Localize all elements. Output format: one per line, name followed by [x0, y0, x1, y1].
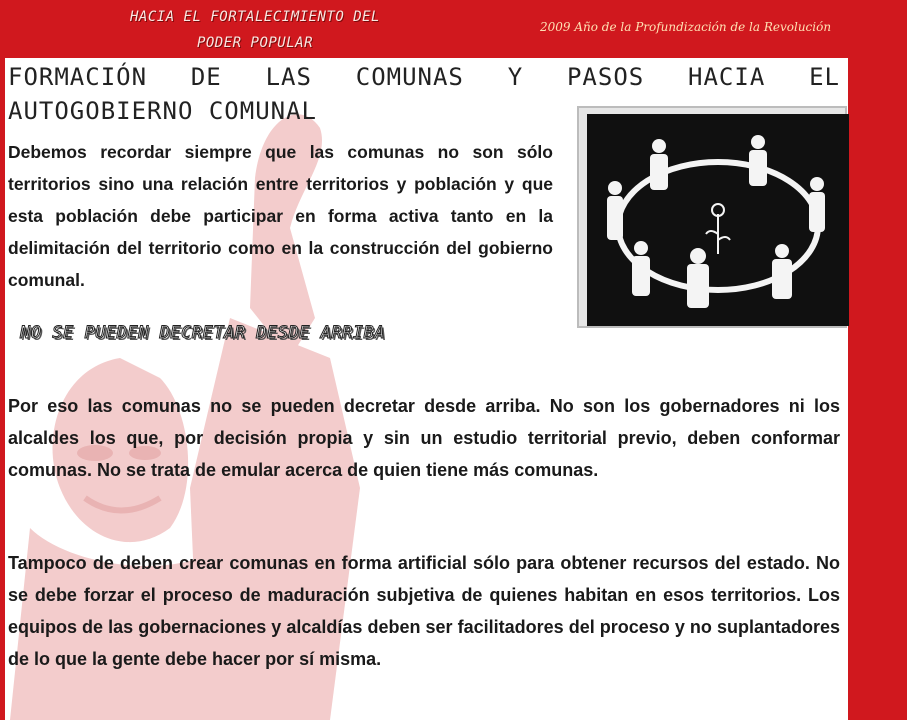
community-circle-image-frame	[577, 106, 847, 328]
header-banner	[0, 0, 907, 58]
header-slogan-line2: PODER POPULAR	[196, 35, 314, 51]
section-subtitle: NO SE PUEDEN DECRETAR DESDE ARRIBA	[20, 323, 385, 343]
people-circle-icon	[587, 114, 849, 326]
intro-paragraph: Debemos recordar siempre que las comunas no son sólo territorios sino una relación entre territorios y población y que esta población debe participar en forma activa tanto en la delimitación del territorio como en la construcción del gobierno comunal.	[8, 142, 553, 290]
community-circle-image	[587, 114, 849, 326]
header-slogan	[60, 4, 450, 56]
header-year-motto: 2009 Año de la Profundización de la Revolución	[540, 20, 832, 34]
body-paragraph-1: Por eso las comunas no se pueden decretar desde arriba. No son los gobernadores ni los alcaldes los que, por decisión propia y sin un estudio territorial previo, deben conformar comunas. No se trata de emular acerca de quien tiene más comunas.	[8, 396, 840, 480]
body-paragraph-2: Tampoco de deben crear comunas en forma artificial sólo para obtener recursos del estado. No se debe forzar el proceso de maduración subjetiva de quienes habitan en esos territorios. Los equipos de las gobernaciones y alcaldías deben ser facilitadores del proceso y no suplantadores de lo que la gente debe hacer por sí misma.	[8, 553, 840, 669]
page-title: FORMACIÓN DE LAS COMUNAS Y PASOS HACIA EL AUTOGOBIERNO COMUNAL	[8, 63, 840, 125]
right-border	[848, 58, 907, 720]
header-slogan-line1: HACIA EL FORTALECIMIENTO DEL	[129, 9, 380, 25]
